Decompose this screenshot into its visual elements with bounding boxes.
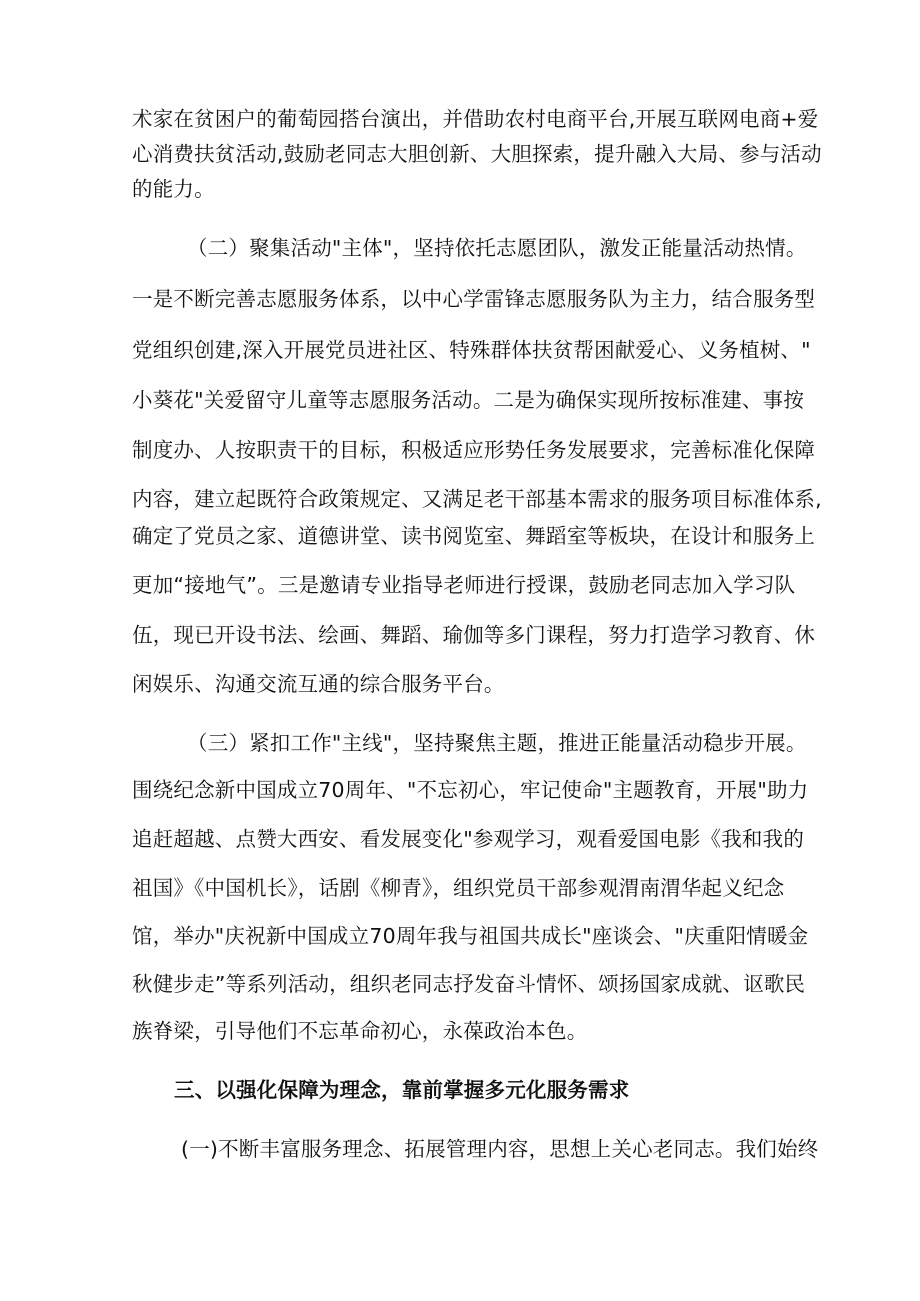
paragraph-line: 党组织创建,深入开展党员进社区、特殊群体扶贫帮困献爱心、义务植树、" [132, 338, 811, 362]
paragraph-line: 围绕纪念新中国成立70周年、"不忘初心，牢记使命"主题教育，开展"助力 [132, 778, 809, 802]
paragraph-line: 的能力。 [132, 177, 215, 201]
paragraph-line: (一)不断丰富服务理念、拓展管理内容，思想上关心老同志。我们始终 [181, 1137, 819, 1161]
paragraph-line: 族脊梁，引导他们不忘革命初心，永葆政治本色。 [132, 1019, 588, 1043]
paragraph-line: 术家在贫困户的葡萄园搭台演出，并借助农村电商平台,开展互联网电商+爱 [132, 107, 819, 131]
paragraph-line: 闲娱乐、沟通交流互通的综合服务平台。 [132, 672, 505, 696]
paragraph-line: 伍，现已开设书法、绘画、舞蹈、瑜伽等多门课程，努力打造学习教育、休 [132, 623, 816, 647]
paragraph-line: 制度办、人按职责干的目标，积极适应形势任务发展要求，完善标准化保障 [132, 438, 816, 462]
section-line: （二）聚集活动"主体"，坚持依托志愿团队，激发正能量活动热情。 [187, 236, 807, 260]
paragraph-line: 内容，建立起既符合政策规定、又满足老干部基本需求的服务项目标准体系, [132, 487, 822, 511]
paragraph-line: 秋健步走”等系列活动，组织老同志抒发奋斗情怀、颂扬国家成就、讴歌民 [132, 972, 806, 996]
section-heading: 三、以强化保障为理念，靠前掌握多元化服务需求 [174, 1078, 630, 1102]
paragraph-line: 确定了党员之家、道德讲堂、读书阅览室、舞蹈室等板块，在设计和服务上 [132, 524, 816, 548]
paragraph-line: 心消费扶贫活动,鼓励老同志大胆创新、大胆探索，提升融入大局、参与活动 [132, 142, 822, 166]
paragraph-line: 一是不断完善志愿服务体系，以中心学雷锋志愿服务队为主力，结合服务型 [132, 287, 816, 311]
paragraph-line: 小葵花"关爱留守儿童等志愿服务活动。二是为确保实现所按标准建、事按 [132, 388, 805, 412]
paragraph-line: 更加“接地气”。三是邀请专业指导老师进行授课，鼓励老同志加入学习队 [132, 573, 796, 597]
paragraph-line: 追赶超越、点赞大西安、看发展变化"参观学习，观看爱国电影《我和我的 [132, 827, 805, 851]
paragraph-line: 馆，举办"庆祝新中国成立70周年我与祖国共成长"座谈会、"庆重阳情暖金 [132, 924, 809, 948]
paragraph-line: 祖国》《中国机长》，话剧《柳青》，组织党员干部参观渭南渭华起义纪念 [132, 876, 785, 900]
section-line: （三）紧扣工作"主线"，坚持聚焦主题，推进正能量活动稳步开展。 [187, 731, 807, 755]
